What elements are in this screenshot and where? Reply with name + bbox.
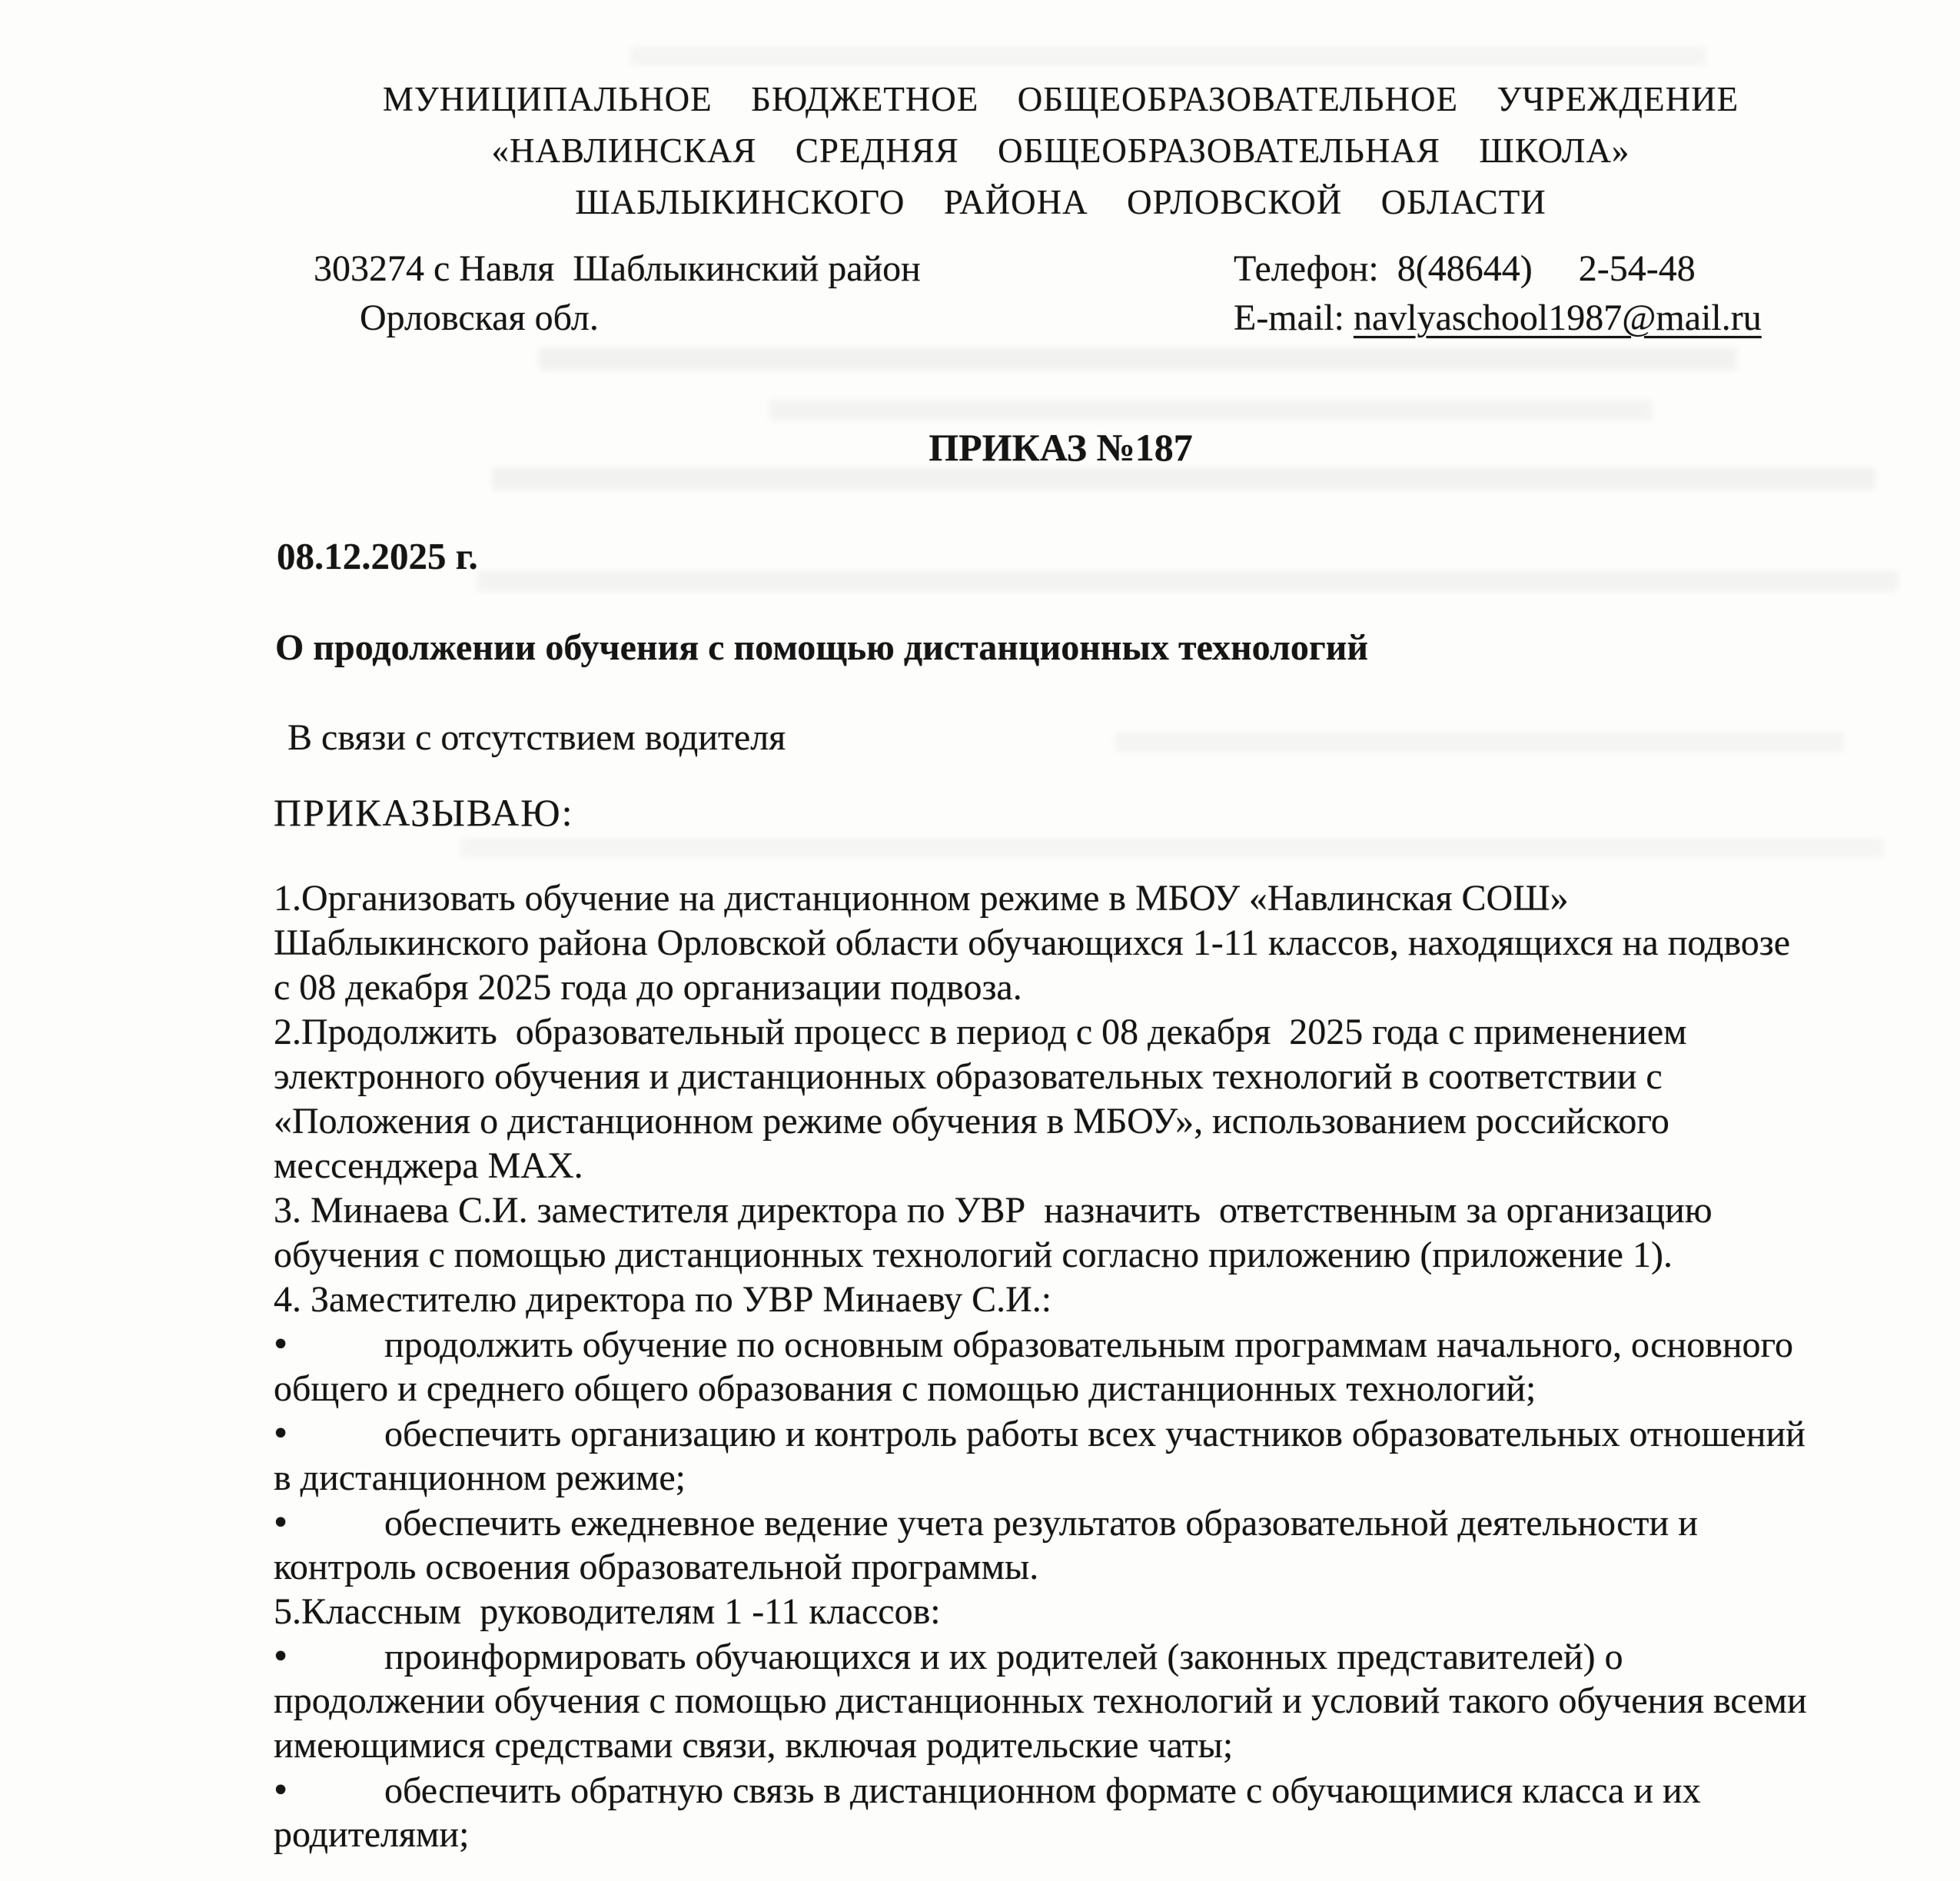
line-text: мессенджера MAX. [274, 1145, 583, 1186]
address-line2: Орловская обл. [360, 297, 599, 338]
order-text-line [274, 1010, 1918, 1055]
order-title: ПРИКАЗ №187 [929, 426, 1193, 469]
line-text: 1.Организовать обучение на дистанционном режиме в МБОУ «Навлинская СОШ» [274, 878, 1569, 919]
order-bullet-line [274, 1768, 1918, 1813]
line-text: электронного обучения и дистанционных образовательных технологий в соответствии с [274, 1056, 1663, 1097]
order-reason: В связи с отсутствием водителя [287, 717, 786, 758]
line-text: общего и среднего общего образования с помощью дистанционных технологий; [274, 1368, 1536, 1409]
line-text: обеспечить организацию и контроль работы всех участников образовательных отношений [384, 1414, 1806, 1454]
email-label: E-mail: [1234, 297, 1354, 338]
order-text-line [274, 921, 1918, 965]
line-text: в дистанционном режиме; [274, 1457, 686, 1498]
line-text: обеспечить ежедневное ведение учета результатов образовательной деятельности и [384, 1503, 1698, 1544]
order-bullet-line [274, 1411, 1918, 1456]
order-text-line [274, 1545, 1918, 1590]
line-text: контроль освоения образовательной программы. [274, 1547, 1039, 1587]
order-text-line [274, 1456, 1918, 1500]
bullet-icon: • [274, 1322, 288, 1366]
order-text-line [274, 876, 1918, 921]
line-text: «Положения о дистанционном режиме обучения в МБОУ», использованием российского [274, 1101, 1669, 1142]
line-text: обучения с помощью дистанционных технологий согласно приложению (приложение 1). [274, 1235, 1673, 1275]
institution-header [238, 74, 1883, 228]
order-text-line [274, 1278, 1918, 1322]
bullet-icon: • [274, 1768, 288, 1812]
address-line1: 303274 с Навля Шаблыкинский район [314, 248, 921, 289]
order-bullet-line [274, 1500, 1918, 1545]
bullet-icon: • [274, 1500, 288, 1544]
line-text: 2.Продолжить образовательный процесс в период с 08 декабря 2025 года с применением [274, 1012, 1687, 1052]
institution-name-line2: «НАВЛИНСКАЯ СРЕДНЯЯ ОБЩЕОБРАЗОВАТЕЛЬНАЯ ШКОЛА» [491, 131, 1630, 170]
order-bullet-line [274, 1634, 1918, 1679]
line-text: имеющимися средствами связи, включая родительские чаты; [274, 1725, 1234, 1766]
scan-artifact [769, 400, 1653, 421]
contact-block [1234, 244, 1762, 343]
scan-artifact [492, 467, 1875, 490]
order-text-line [274, 1813, 1918, 1857]
phone-line: Телефон: 8(48644) 2-54-48 [1234, 248, 1696, 289]
order-text-line [274, 1233, 1918, 1278]
line-text: 3. Минаева С.И. заместителя директора по УВР назначить ответственным за организацию [274, 1190, 1713, 1231]
email-address: navlyaschool1987@mail.ru [1353, 297, 1762, 338]
line-text: продолжении обучения с помощью дистанционных технологий и условий такого обучения всеми [274, 1680, 1807, 1721]
order-text-line [274, 1188, 1918, 1233]
order-text-line [274, 965, 1918, 1010]
order-text-line [274, 1723, 1918, 1768]
address-block [314, 244, 921, 343]
order-bullet-line [274, 1322, 1918, 1367]
scan-artifact [1115, 732, 1845, 752]
line-text: родителями; [274, 1814, 470, 1855]
line-text: обеспечить обратную связь в дистанционном формате с обучающимися класса и их [384, 1770, 1701, 1811]
scan-artifact [461, 838, 1883, 858]
line-text: продолжить обучение по основным образовательным программам начального, основного [384, 1324, 1794, 1365]
order-text-line [274, 1144, 1918, 1188]
line-text: Шаблыкинского района Орловской области обучающихся 1-11 классов, находящихся на подвозе [274, 922, 1791, 963]
line-text: 4. Заместителю директора по УВР Минаеву С.И.: [274, 1279, 1052, 1320]
scan-artifact [630, 46, 1706, 66]
order-text-line [274, 1099, 1918, 1144]
order-text-line [274, 1367, 1918, 1411]
institution-name-line3: ШАБЛЫКИНСКОГО РАЙОНА ОРЛОВСКОЙ ОБЛАСТИ [575, 183, 1546, 221]
line-text: 5.Классным руководителям 1 -11 классов: [274, 1591, 941, 1632]
order-date: 08.12.2025 г. [277, 535, 478, 577]
email-line [1234, 294, 1762, 343]
scan-artifact [538, 347, 1737, 371]
line-text: проинформировать обучающихся и их родителей (законных представителей) о [384, 1637, 1623, 1677]
order-subject: О продолжении обучения с помощью дистанционных технологий [275, 627, 1368, 668]
order-body [274, 876, 1918, 1857]
bullet-icon: • [274, 1411, 288, 1455]
order-text-line [274, 1679, 1918, 1723]
scan-artifact [477, 570, 1899, 592]
order-decree: ПРИКАЗЫВАЮ: [274, 791, 574, 834]
order-text-line [274, 1055, 1918, 1099]
institution-name-line1: МУНИЦИПАЛЬНОЕ БЮДЖЕТНОЕ ОБЩЕОБРАЗОВАТЕЛЬНОЕ УЧРЕЖДЕНИЕ [382, 80, 1739, 118]
bullet-icon: • [274, 1634, 288, 1678]
order-text-line [274, 1590, 1918, 1634]
line-text: с 08 декабря 2025 года до организации подвоза. [274, 967, 1022, 1008]
